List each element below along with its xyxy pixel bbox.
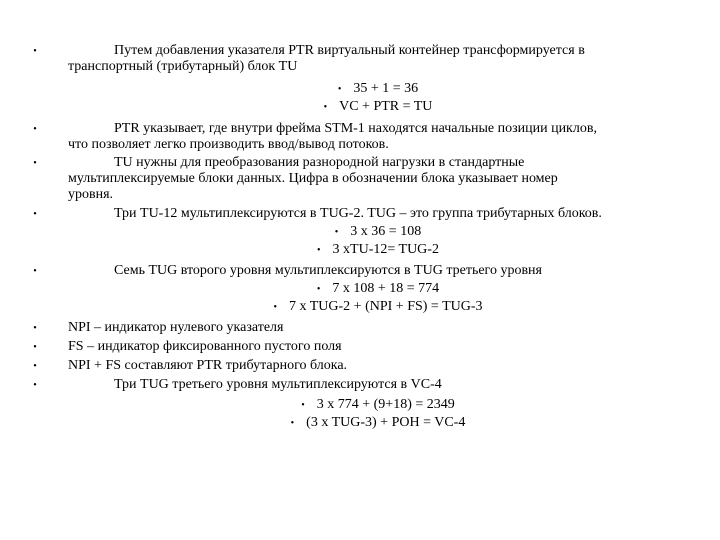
paragraph-fs [68,339,342,355]
paragraph-ptr-transform [68,43,585,75]
line: Три TU-12 мультиплексируются в TUG-2. TUG – это группа трибутарных блоков. [114,206,602,221]
line: FS – индикатор фиксированного пустого поля [68,339,342,354]
line: Три TUG третьего уровня мультиплексируются в VC-4 [114,377,442,392]
line: NPI + FS составляют PTR трибутарного блока. [68,358,348,373]
paragraph-npi [68,320,283,336]
line: Путем добавления указателя PTR виртуальный контейнер трансформируется в [114,43,585,58]
bullet-2: • [33,124,37,135]
formula-vc-ptr-tu: • VC + PTR = TU [323,99,433,114]
bullet-3: • [33,158,37,169]
paragraph-tu12-mux [68,206,602,222]
line: TU нужны для преобразования разнородной нагрузки в стандартные [114,155,525,170]
bullet-5: • [33,266,37,277]
paragraph-three-tug-vc4 [68,377,442,393]
line: NPI – индикатор нулевого указателя [68,320,284,335]
line: мультиплексируемые блоки данных. Цифра в обозначении блока указывает номер [68,171,558,186]
paragraph-tu-needed [68,155,558,203]
line: уровня. [68,187,114,202]
formula-tug2: • 3 xTU-12= TUG-2 [317,242,439,257]
paragraph-npi-fs-ptr [68,358,347,374]
line: что позволяет легко производить ввод/вывод потоков. [68,137,389,152]
paragraph-seven-tug [68,263,542,279]
bullet-7: • [33,342,37,353]
formula-tug3: • 7 x TUG-2 + (NPI + FS) = TUG-3 [273,299,483,314]
formula-3x36: • 3 x 36 = 108 [334,224,422,239]
formula-vc4: • (3 x TUG-3) + POH = VC-4 [290,415,466,430]
bullet-9: • [33,380,37,391]
line: PTR указывает, где внутри фрейма STM-1 находятся начальные позиции циклов, [114,121,597,136]
bullet-6: • [33,323,37,334]
line: Семь TUG второго уровня мультиплексируются в TUG третьего уровня [114,263,542,278]
paragraph-ptr-points [68,121,597,153]
bullet-8: • [33,361,37,372]
line: транспортный (трибутарный) блок TU [68,59,298,74]
formula-3x774: • 3 x 774 + (9+18) = 2349 [301,397,455,412]
formula-35-plus-1: • 35 + 1 = 36 [337,81,419,96]
bullet-4: • [33,209,37,220]
bullet-1: • [33,46,37,57]
formula-7x108: • 7 x 108 + 18 = 774 [316,281,440,296]
